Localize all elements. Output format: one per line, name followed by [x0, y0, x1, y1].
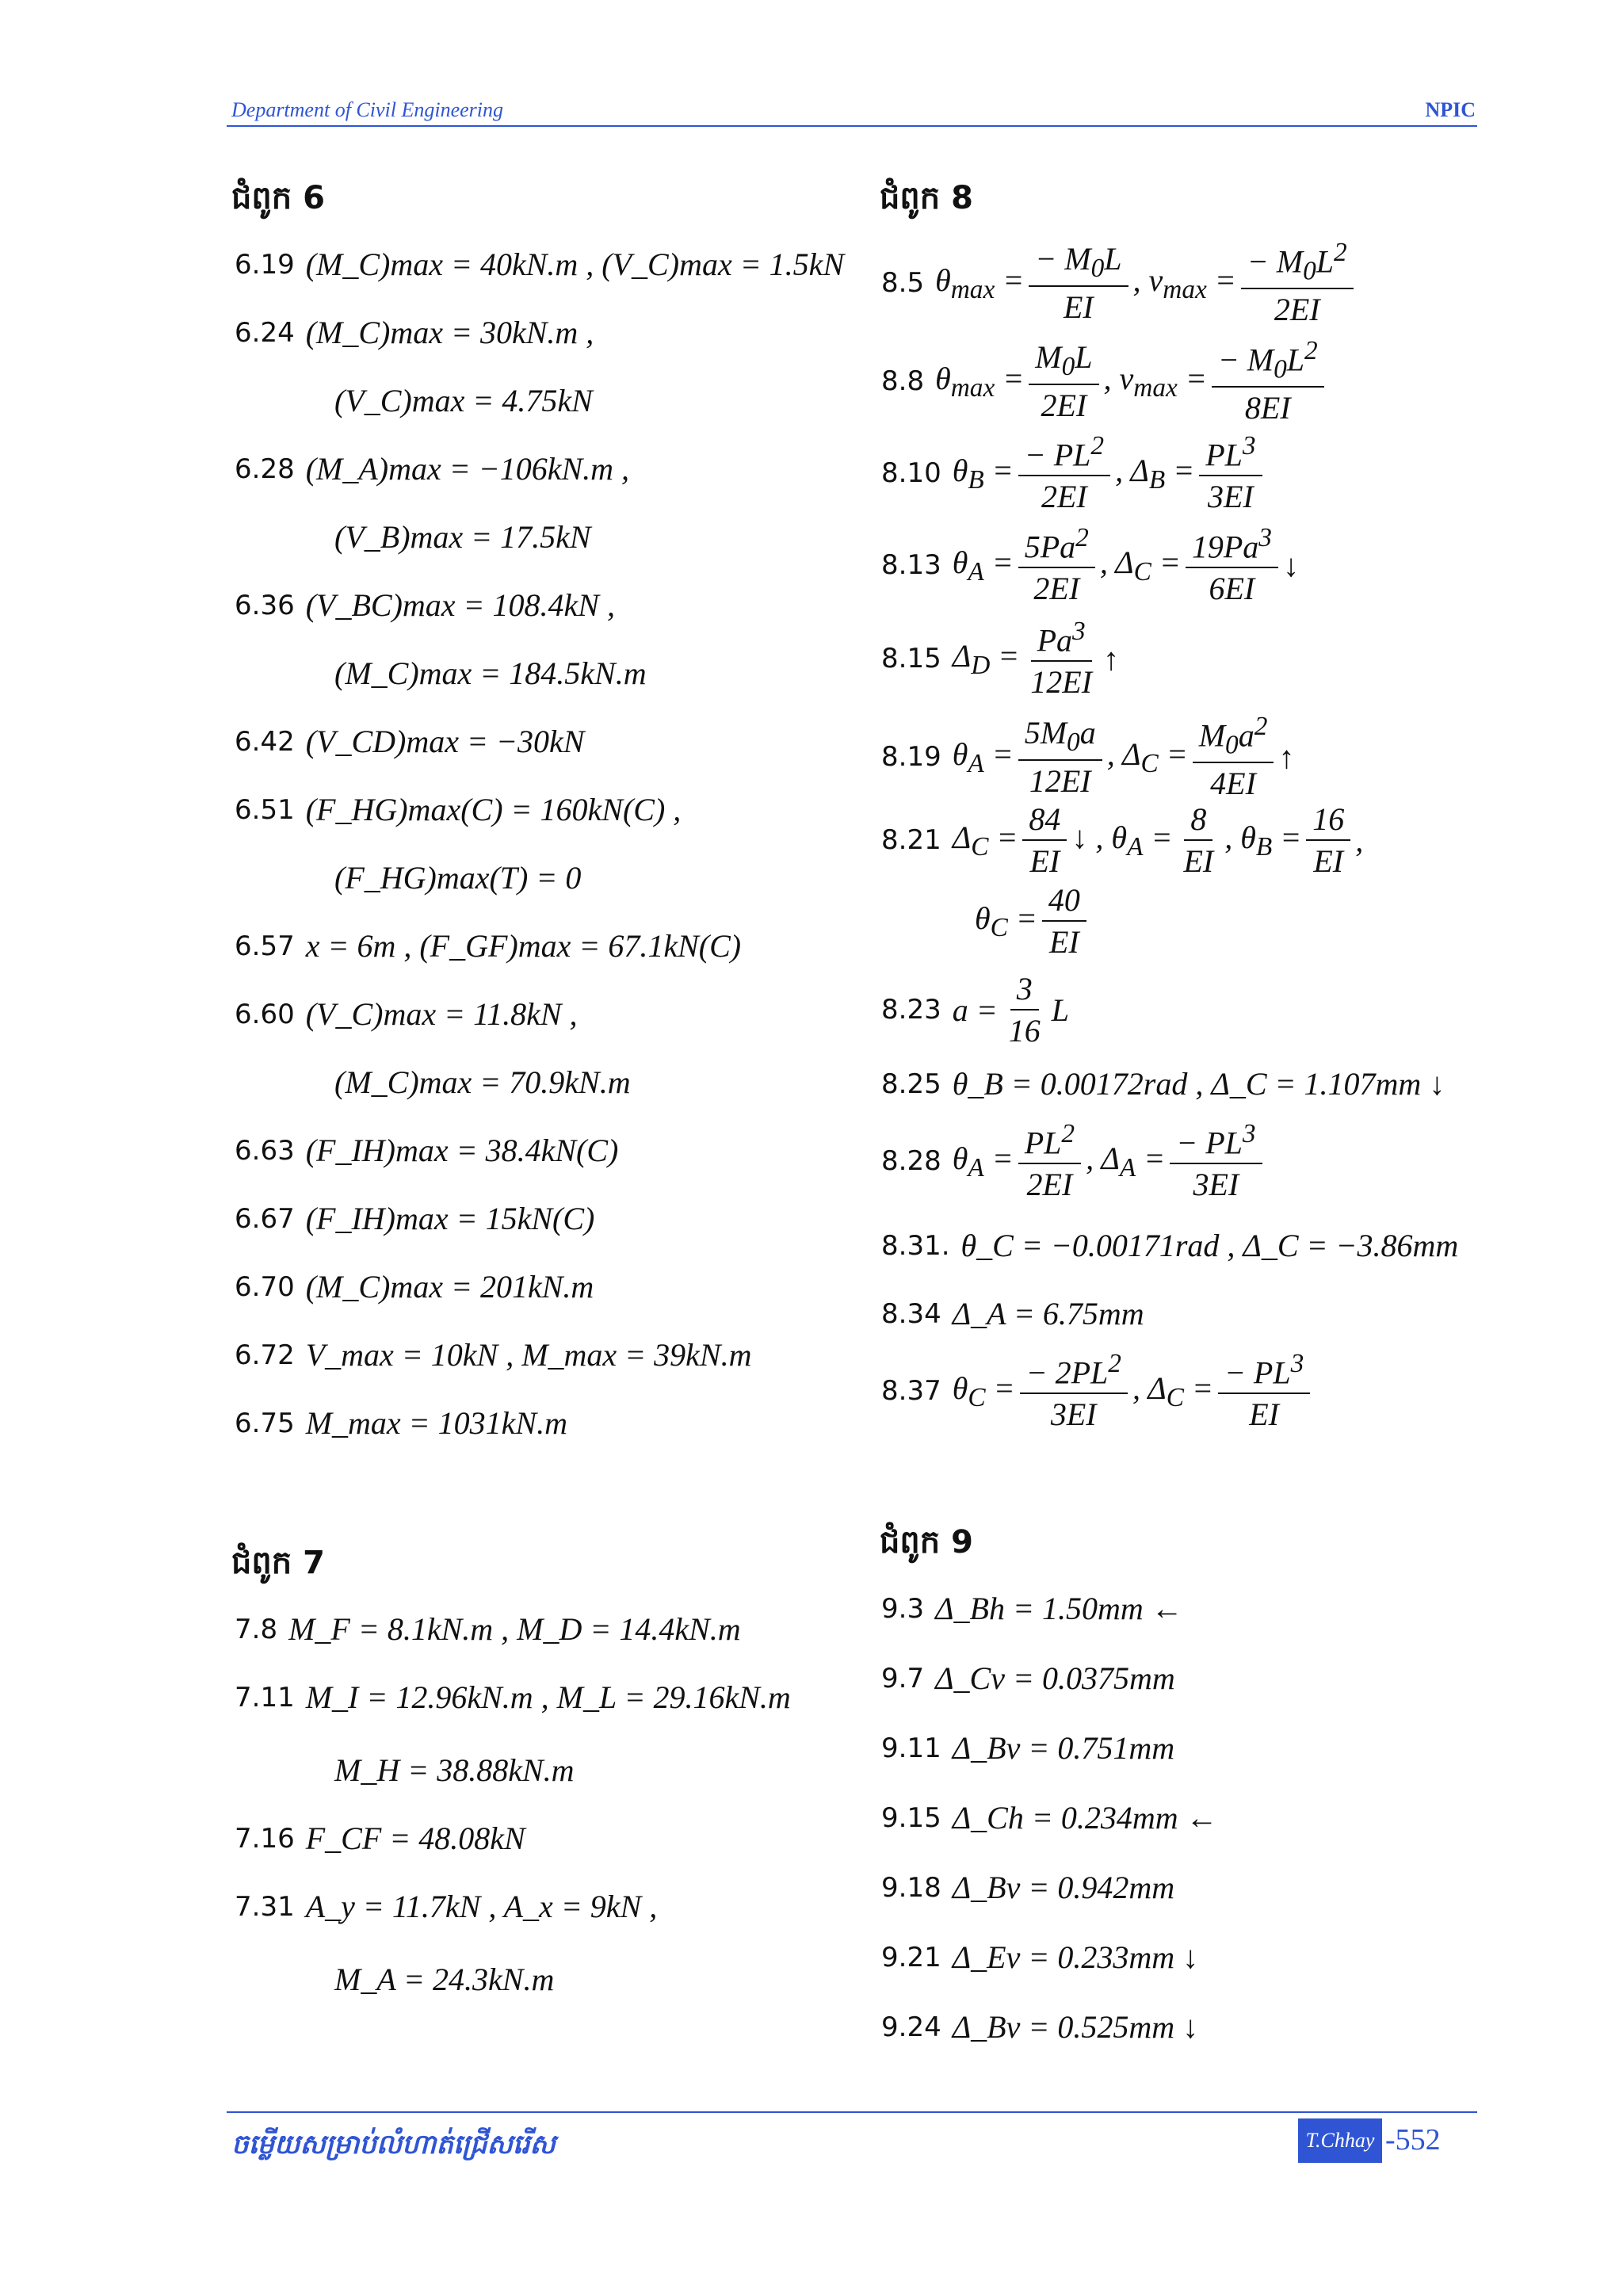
answer-value: θ_B = 0.00172rad , Δ_C = 1.107mm ↓: [952, 1066, 1445, 1102]
answer-number: 7.8: [235, 1613, 278, 1645]
answer-number: 6.36: [235, 589, 295, 621]
answer-number: 6.75: [235, 1407, 295, 1439]
answer-value: Δ_Ev = 0.233mm ↓: [952, 1939, 1199, 1975]
answer-value: Δ_Bv = 0.942mm: [952, 1870, 1175, 1905]
answer-number: 7.16: [235, 1822, 295, 1855]
answer-value: Δ_A = 6.75mm: [952, 1296, 1144, 1331]
answer-8-15: 8.15 $\Delta_D$ = $\frac{Pa^3}{12EI}$ ↑: [881, 617, 1120, 701]
answer-number: 6.28: [235, 453, 295, 485]
answer-number: 6.60: [235, 998, 295, 1030]
chapter-9-heading: ជំពូក 9: [880, 1524, 973, 1561]
answer-number: 8.25: [881, 1068, 941, 1100]
header-department: Department of Civil Engineering: [231, 98, 504, 121]
answer-6-63: [235, 1132, 618, 1169]
answer-number: 7.31: [235, 1890, 295, 1923]
answer-number: 9.18: [881, 1871, 941, 1904]
answer-8-5: 8.5 $\theta_{max}$ = $\frac{- M_0L}{EI}$ , $\nu_{max}$ = $\frac{- M_0L^2}{2EI}$: [881, 238, 1358, 328]
answer-7-16: [235, 1820, 525, 1857]
answer-number: 6.67: [235, 1202, 295, 1235]
answer-8-21-cont: $\theta_C$ = $\frac{40}{EI}$: [975, 881, 1091, 961]
answer-9-7: [881, 1660, 1175, 1697]
answer-7-11-cont: [334, 1752, 575, 1789]
answer-number: 8.23: [881, 994, 941, 1026]
answer-number: 7.11: [235, 1681, 295, 1713]
answer-number: 8.15: [881, 643, 941, 675]
answer-8-21: 8.21 $\Delta_C$ = $\frac{84}{EI}$ ↓ , $\theta_A$ = $\frac{8}{EI}$ , $\theta_B$ = $\frac{16}{EI}$ ,: [881, 801, 1364, 879]
answer-number: 8.28: [881, 1145, 941, 1178]
answer-value: Δ_Bh = 1.50mm ←: [935, 1591, 1183, 1626]
chapter-6-heading: ជំពូក 6: [231, 180, 325, 216]
answer-6-60-cont: [334, 1064, 631, 1101]
answer-number: 9.21: [881, 1941, 941, 1973]
answer-value: (V_C)max = 4.75kN: [334, 383, 593, 418]
answer-number: 8.31.: [881, 1229, 950, 1262]
answer-value: Δ_Ch = 0.234mm ←: [952, 1800, 1218, 1836]
answer-8-37: 8.37 $\theta_C$ = $\frac{- 2PL^2}{3EI}$ , $\Delta_C$ = $\frac{- PL^3}{EI}$: [881, 1349, 1315, 1433]
footer-author-badge: T.Chhay: [1298, 2118, 1382, 2163]
answer-number: 6.63: [235, 1134, 295, 1167]
answer-number: 8.21: [881, 824, 941, 856]
answer-7-8: [235, 1610, 741, 1648]
answer-value: M_F = 8.1kN.m , M_D = 14.4kN.m: [288, 1611, 741, 1647]
answer-7-31: [235, 1888, 657, 1925]
answer-8-10: 8.10 $\theta_B$ = $\frac{- PL^2}{2EI}$ , $\Delta_B$ = $\frac{PL^3}{3EI}$: [881, 431, 1267, 515]
answer-number: 8.8: [881, 365, 925, 398]
footer-rule: [227, 2111, 1477, 2113]
answer-8-28: 8.28 $\theta_A$ = $\frac{PL^2}{2EI}$ , $\Delta_A$ = $\frac{- PL^3}{3EI}$: [881, 1119, 1267, 1203]
answer-number: 6.42: [235, 725, 295, 758]
answer-number: 6.24: [235, 316, 295, 349]
answer-value: x = 6m , (F_GF)max = 67.1kN(C): [305, 928, 742, 964]
answer-value: M_max = 1031kN.m: [305, 1405, 567, 1441]
answer-9-21: [881, 1939, 1198, 1976]
answer-7-31-cont: [334, 1961, 554, 1998]
answer-value: M_I = 12.96kN.m , M_L = 29.16kN.m: [305, 1679, 791, 1715]
answer-number: 9.3: [881, 1592, 925, 1625]
answer-9-18: [881, 1869, 1174, 1906]
answer-9-15: [881, 1799, 1218, 1836]
answer-value: (M_A)max = −106kN.m ,: [305, 451, 630, 487]
answer-value: (F_IH)max = 15kN(C): [305, 1201, 595, 1236]
answer-number: 9.24: [881, 2011, 941, 2043]
answer-number: 8.19: [881, 741, 941, 774]
answer-6-24: [235, 314, 594, 351]
answer-number: 9.7: [881, 1662, 925, 1694]
answer-6-51-cont: [334, 859, 581, 896]
answer-value: (V_B)max = 17.5kN: [334, 519, 591, 555]
answer-6-67: [235, 1200, 594, 1237]
chapter-7-heading: ជំពូក 7: [231, 1545, 325, 1581]
answer-number: 9.15: [881, 1801, 941, 1834]
footer-title: ចម្លើយសម្រាប់លំហាត់ជ្រើសរើស: [231, 2129, 556, 2160]
answer-value: Δ_Bv = 0.751mm: [952, 1730, 1175, 1766]
answer-6-24-cont: [334, 382, 593, 419]
answer-number: 8.5: [881, 267, 925, 300]
answer-value: (M_C)max = 70.9kN.m: [334, 1064, 631, 1100]
answer-value: M_H = 38.88kN.m: [334, 1752, 575, 1788]
answer-value: Δ_Cv = 0.0375mm: [935, 1660, 1175, 1696]
answer-value: (F_IH)max = 38.4kN(C): [305, 1133, 619, 1168]
answer-value: (F_HG)max(C) = 160kN(C) ,: [305, 792, 682, 827]
answer-value: (M_C)max = 30kN.m ,: [305, 315, 594, 350]
answer-value: (V_BC)max = 108.4kN ,: [305, 587, 615, 623]
answer-8-31: [881, 1227, 1458, 1264]
answer-value: (M_C)max = 40kN.m , (V_C)max = 1.5kN: [305, 246, 845, 282]
answer-6-36-cont: [334, 655, 647, 692]
answer-8-13: 8.13 $\theta_A$ = $\frac{5Pa^2}{2EI}$ , $\Delta_C$ = $\frac{19Pa^3}{6EI}$ ↓: [881, 523, 1299, 607]
answer-number: 8.37: [881, 1375, 941, 1408]
answer-6-51: [235, 791, 681, 828]
answer-6-72: [235, 1336, 751, 1373]
chapter-8-heading: ជំពូក 8: [880, 180, 973, 216]
answer-number: 6.51: [235, 793, 295, 826]
answer-6-57: [235, 927, 741, 965]
answer-6-28-cont: [334, 518, 591, 556]
answer-6-36: [235, 586, 615, 624]
answer-8-25: [881, 1065, 1445, 1102]
answer-8-8: 8.8 $\theta_{max}$ = $\frac{M_0L}{2EI}$ , $\nu_{max}$ = $\frac{- M_0L^2}{8EI}$: [881, 336, 1329, 426]
answer-number: 6.70: [235, 1270, 295, 1303]
answer-6-28: [235, 450, 629, 487]
answer-6-70: [235, 1268, 594, 1305]
answer-number: 9.11: [881, 1732, 941, 1764]
answer-8-23: 8.23 a = $\frac{3}{16}$ L: [881, 971, 1069, 1049]
answer-number: 6.57: [235, 930, 295, 962]
answer-6-60: [235, 995, 578, 1033]
answer-number: 8.13: [881, 549, 941, 582]
answer-value: (V_CD)max = −30kN: [305, 724, 585, 759]
answer-number: 6.19: [235, 248, 295, 281]
answer-value: V_max = 10kN , M_max = 39kN.m: [305, 1337, 752, 1373]
answer-value: (V_C)max = 11.8kN ,: [305, 996, 578, 1032]
answer-value: M_A = 24.3kN.m: [334, 1962, 555, 1997]
answer-9-11: [881, 1729, 1174, 1767]
page-number: -552: [1385, 2123, 1441, 2157]
answer-value: F_CF = 48.08kN: [305, 1820, 525, 1856]
answer-8-19: 8.19 $\theta_A$ = $\frac{5M_0a}{12EI}$ , $\Delta_C$ = $\frac{M_0a^2}{4EI}$ ↑: [881, 712, 1295, 802]
answer-number: 6.72: [235, 1339, 295, 1371]
answer-9-3: [881, 1590, 1183, 1627]
answer-7-11: [235, 1679, 791, 1716]
answer-value: (F_HG)max(T) = 0: [334, 860, 582, 896]
answer-value: (M_C)max = 201kN.m: [305, 1269, 594, 1305]
answer-value: Δ_Bv = 0.525mm ↓: [952, 2009, 1199, 2045]
answer-value: A_y = 11.7kN , A_x = 9kN ,: [305, 1889, 658, 1924]
answer-9-24: [881, 2008, 1198, 2046]
answer-6-19: [235, 246, 844, 283]
answer-number: 8.10: [881, 457, 941, 490]
header-institute: NPIC: [1425, 98, 1476, 121]
answer-value: θ_C = −0.00171rad , Δ_C = −3.86mm: [960, 1228, 1459, 1263]
header-rule: [227, 125, 1477, 127]
answer-6-42: [235, 723, 584, 760]
answer-value: (M_C)max = 184.5kN.m: [334, 655, 647, 691]
answer-number: 8.34: [881, 1297, 941, 1330]
answer-8-34: [881, 1295, 1144, 1332]
answer-6-75: [235, 1404, 567, 1442]
